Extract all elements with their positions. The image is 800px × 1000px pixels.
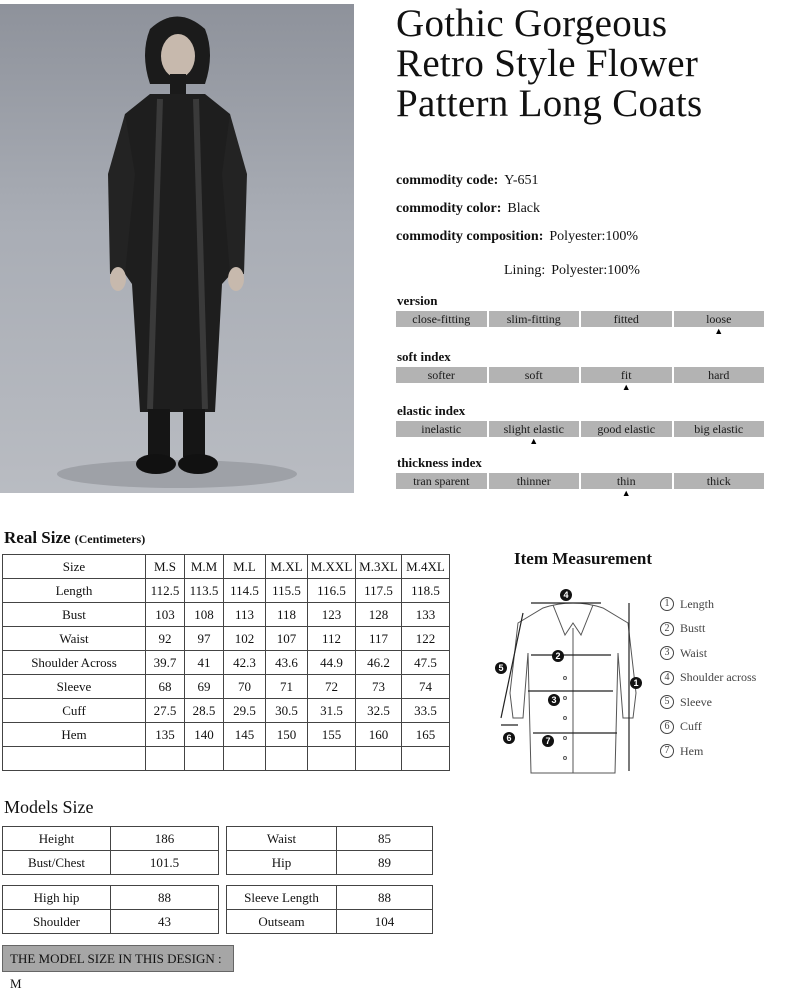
- table-cell: High hip: [3, 886, 111, 910]
- commodity-composition: [396, 229, 638, 245]
- soft-option-label: hard: [708, 368, 730, 382]
- table-row: [3, 699, 450, 723]
- table-cell: Sleeve: [3, 675, 146, 699]
- table-cell: 133: [402, 603, 450, 627]
- product-photo: [0, 4, 354, 493]
- svg-text:1: 1: [633, 678, 639, 688]
- table-cell: 128: [356, 603, 402, 627]
- model-table-1: [2, 826, 219, 875]
- table-cell: 113: [224, 603, 266, 627]
- table-cell: 29.5: [224, 699, 266, 723]
- table-cell: Outseam: [227, 910, 337, 934]
- table-cell: 71: [266, 675, 308, 699]
- table-cell: [146, 747, 185, 771]
- commodity-composition-value: Polyester:100%: [549, 229, 639, 244]
- product-title: [396, 4, 786, 124]
- legend-label: Waist: [680, 645, 708, 660]
- item-measurement-title: Item Measurement: [514, 549, 653, 568]
- table-row: [3, 886, 219, 910]
- table-cell: 115.5: [266, 579, 308, 603]
- number-7-icon: 7: [660, 744, 674, 758]
- table-cell: 46.2: [356, 651, 402, 675]
- table-cell: 92: [146, 627, 185, 651]
- table-cell: 104: [337, 910, 433, 934]
- svg-text:4: 4: [563, 590, 569, 600]
- table-row: [3, 851, 219, 875]
- table-cell: 118: [266, 603, 308, 627]
- thickness-option-label: thick: [706, 474, 731, 488]
- version-option-label: close-fitting: [412, 312, 471, 326]
- version-option-label: fitted: [613, 312, 639, 326]
- version-option-label: slim-fitting: [506, 312, 561, 326]
- table-cell: Bust: [3, 603, 146, 627]
- table-cell: 85: [337, 827, 433, 851]
- table-cell: 135: [146, 723, 185, 747]
- soft-option-label: soft: [524, 368, 543, 382]
- thickness-option-label: thin: [616, 474, 636, 488]
- model-illustration: [0, 4, 354, 493]
- table-cell: 89: [337, 851, 433, 875]
- table-row: [3, 675, 450, 699]
- table-row: [227, 851, 433, 875]
- commodity-code-label: commodity code:: [396, 173, 499, 188]
- thickness-option-label: thinner: [516, 474, 551, 488]
- version-title: version: [397, 293, 438, 308]
- number-3-icon: 3: [660, 646, 674, 660]
- table-cell: 33.5: [402, 699, 450, 723]
- soft-option: [489, 367, 580, 383]
- svg-text:6: 6: [506, 733, 512, 743]
- real-size-unit: (Centimeters): [74, 532, 146, 546]
- soft-index-title: soft index: [397, 349, 451, 364]
- thickness-option: [489, 473, 580, 489]
- number-5-icon: 5: [660, 695, 674, 709]
- elastic-index-title: elastic index: [397, 403, 466, 418]
- table-cell: Hem: [3, 723, 146, 747]
- table-cell: 43: [111, 910, 219, 934]
- table-cell: 97: [185, 627, 224, 651]
- version-option: [674, 311, 765, 336]
- number-1-icon: 1: [660, 597, 674, 611]
- table-cell: 165: [402, 723, 450, 747]
- version-option: [581, 311, 672, 327]
- table-cell: 69: [185, 675, 224, 699]
- version-option-label: loose: [706, 312, 732, 326]
- elastic-option: [396, 421, 487, 437]
- table-cell: [402, 747, 450, 771]
- table-cell: 27.5: [146, 699, 185, 723]
- model-table-2: [226, 826, 433, 875]
- thickness-index-title: thickness index: [397, 455, 482, 470]
- table-cell: 150: [266, 723, 308, 747]
- table-cell: [224, 747, 266, 771]
- table-cell: 32.5: [356, 699, 402, 723]
- thickness-index-scale: [396, 473, 764, 498]
- table-cell: Waist: [3, 627, 146, 651]
- table-cell: 112.5: [146, 579, 185, 603]
- table-cell: Cuff: [3, 699, 146, 723]
- table-cell: 41: [185, 651, 224, 675]
- lining-label: Lining:: [504, 263, 546, 278]
- commodity-color-label: commodity color:: [396, 201, 502, 216]
- table-header-cell: M.4XL: [402, 555, 450, 579]
- table-cell: 73: [356, 675, 402, 699]
- table-cell: 140: [185, 723, 224, 747]
- table-cell: 101.5: [111, 851, 219, 875]
- number-4-icon: 4: [660, 671, 674, 685]
- elastic-index-scale: [396, 421, 764, 446]
- thickness-option: [396, 473, 487, 489]
- table-cell: 72: [308, 675, 356, 699]
- table-cell: 43.6: [266, 651, 308, 675]
- table-cell: Height: [3, 827, 111, 851]
- elastic-option-label: big elastic: [694, 422, 744, 436]
- table-cell: 123: [308, 603, 356, 627]
- table-row: [3, 723, 450, 747]
- table-cell: 108: [185, 603, 224, 627]
- table-cell: 116.5: [308, 579, 356, 603]
- legend-label: Sleeve: [680, 694, 712, 709]
- table-cell: 74: [402, 675, 450, 699]
- real-size-heading: Real Size: [4, 528, 71, 547]
- selected-marker-icon: ▲: [529, 436, 539, 446]
- table-row: [3, 627, 450, 651]
- soft-index-scale: [396, 367, 764, 392]
- coat-measurement-diagram: [493, 583, 653, 803]
- model-table-4: [226, 885, 433, 934]
- title-line-1: Gothic Gorgeous: [396, 2, 668, 45]
- legend-label: Length: [680, 596, 714, 611]
- table-row: [3, 603, 450, 627]
- table-header-cell: M.XL: [266, 555, 308, 579]
- table-cell: 117.5: [356, 579, 402, 603]
- table-cell: Length: [3, 579, 146, 603]
- table-header-cell: Size: [3, 555, 146, 579]
- model-table-3: [2, 885, 219, 934]
- table-cell: 102: [224, 627, 266, 651]
- table-cell: 31.5: [308, 699, 356, 723]
- number-2-icon: 2: [660, 622, 674, 636]
- svg-text:2: 2: [555, 651, 561, 661]
- table-header-row: [3, 555, 450, 579]
- table-cell: 186: [111, 827, 219, 851]
- table-cell: 118.5: [402, 579, 450, 603]
- title-line-3: Pattern Long Coats: [396, 82, 703, 125]
- table-row: [227, 910, 433, 934]
- elastic-option: [674, 421, 765, 437]
- table-cell: [356, 747, 402, 771]
- version-option: [489, 311, 580, 327]
- legend-item: [660, 592, 756, 617]
- table-cell: Waist: [227, 827, 337, 851]
- legend-item: [660, 715, 756, 740]
- table-cell: 112: [308, 627, 356, 651]
- table-cell: Hip: [227, 851, 337, 875]
- table-cell: Bust/Chest: [3, 851, 111, 875]
- table-cell: [3, 747, 146, 771]
- lining: [504, 263, 640, 279]
- svg-text:7: 7: [545, 736, 551, 746]
- table-cell: [185, 747, 224, 771]
- models-size-title: Models Size: [4, 797, 94, 817]
- soft-option: [396, 367, 487, 383]
- svg-text:5: 5: [498, 663, 504, 673]
- legend-label: Shoulder across: [680, 670, 757, 685]
- title-line-2: Retro Style Flower: [396, 42, 699, 85]
- legend-label: Cuff: [680, 719, 702, 734]
- elastic-option-label: inelastic: [421, 422, 462, 436]
- table-row: [227, 886, 433, 910]
- legend-item: [660, 690, 756, 715]
- selected-marker-icon: ▲: [714, 326, 724, 336]
- table-row: [3, 651, 450, 675]
- legend-label: Hem: [680, 743, 704, 758]
- legend-item: [660, 617, 756, 642]
- table-cell: 42.3: [224, 651, 266, 675]
- soft-option: [674, 367, 765, 383]
- table-header-cell: M.3XL: [356, 555, 402, 579]
- table-cell: 88: [111, 886, 219, 910]
- commodity-code-value: Y-651: [504, 173, 539, 188]
- number-6-icon: 6: [660, 720, 674, 734]
- lining-value: Polyester:100%: [551, 263, 640, 278]
- legend-item: [660, 641, 756, 666]
- table-cell: 107: [266, 627, 308, 651]
- table-cell: Shoulder: [3, 910, 111, 934]
- elastic-option: [581, 421, 672, 437]
- table-cell: [308, 747, 356, 771]
- table-cell: 44.9: [308, 651, 356, 675]
- commodity-composition-label: commodity composition:: [396, 229, 544, 244]
- table-cell: 88: [337, 886, 433, 910]
- table-cell: 70: [224, 675, 266, 699]
- real-size-table: [2, 554, 450, 771]
- table-row: [3, 579, 450, 603]
- table-row: [227, 827, 433, 851]
- table-header-cell: M.L: [224, 555, 266, 579]
- commodity-color: [396, 201, 540, 217]
- table-row: [3, 747, 450, 771]
- elastic-option-label: slight elastic: [503, 422, 564, 436]
- elastic-option-label: good elastic: [597, 422, 656, 436]
- table-cell: 114.5: [224, 579, 266, 603]
- table-cell: 47.5: [402, 651, 450, 675]
- real-size-title: [4, 528, 145, 548]
- table-cell: 122: [402, 627, 450, 651]
- table-cell: Sleeve Length: [227, 886, 337, 910]
- selected-marker-icon: ▲: [621, 488, 631, 498]
- thickness-option: [581, 473, 672, 498]
- commodity-color-value: Black: [507, 201, 541, 216]
- table-cell: 117: [356, 627, 402, 651]
- svg-text:3: 3: [551, 695, 557, 705]
- table-cell: 103: [146, 603, 185, 627]
- table-cell: 113.5: [185, 579, 224, 603]
- table-cell: 160: [356, 723, 402, 747]
- legend-item: [660, 666, 756, 691]
- table-cell: 39.7: [146, 651, 185, 675]
- table-cell: 68: [146, 675, 185, 699]
- table-row: [3, 910, 219, 934]
- thickness-option: [674, 473, 765, 489]
- version-option: [396, 311, 487, 327]
- version-scale: [396, 311, 764, 336]
- thickness-option-label: tran sparent: [413, 474, 470, 488]
- selected-marker-icon: ▲: [621, 382, 631, 392]
- model-size-banner: THE MODEL SIZE IN THIS DESIGN : M: [2, 945, 234, 972]
- table-cell: Shoulder Across: [3, 651, 146, 675]
- soft-option: [581, 367, 672, 392]
- soft-option-label: softer: [427, 368, 455, 382]
- legend-label: Bustt: [680, 621, 706, 636]
- table-row: [3, 827, 219, 851]
- commodity-code: [396, 173, 539, 189]
- elastic-option: [489, 421, 580, 446]
- table-cell: 155: [308, 723, 356, 747]
- table-header-cell: M.S: [146, 555, 185, 579]
- soft-option-label: fit: [620, 368, 632, 382]
- table-header-cell: M.M: [185, 555, 224, 579]
- table-cell: 145: [224, 723, 266, 747]
- table-cell: 30.5: [266, 699, 308, 723]
- table-cell: [266, 747, 308, 771]
- table-cell: 28.5: [185, 699, 224, 723]
- measurement-legend: [660, 592, 756, 764]
- table-header-cell: M.XXL: [308, 555, 356, 579]
- legend-item: [660, 739, 756, 764]
